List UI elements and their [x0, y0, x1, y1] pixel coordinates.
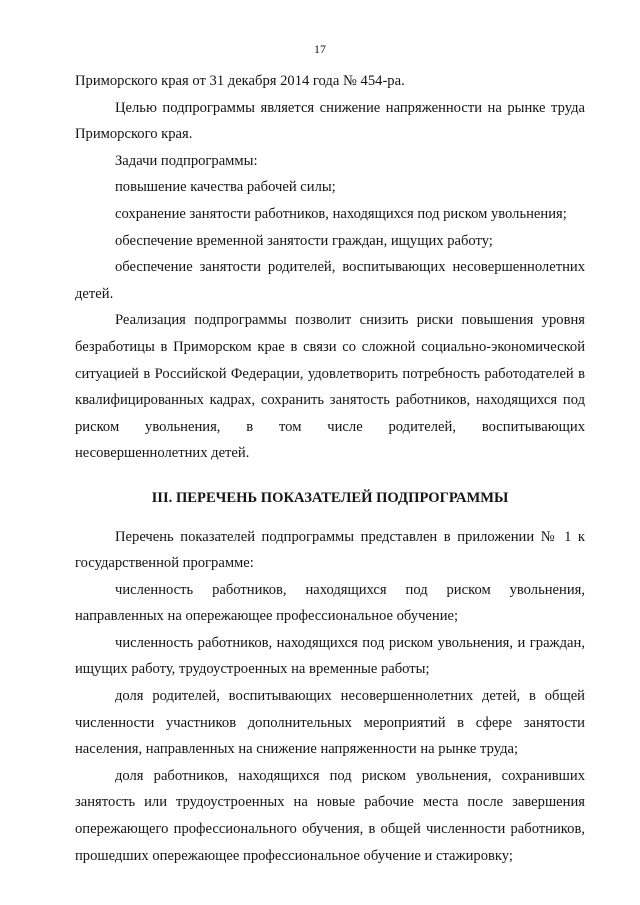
paragraph: Задачи подпрограммы:: [115, 152, 258, 169]
paragraph: обеспечение занятости родителей, воспитывающих несовершеннолетних детей.: [75, 259, 585, 302]
paragraph: численность работников, находящихся под риском увольнения, и граждан, ищущих работу, трудоустроенных на временные работы;: [75, 634, 585, 678]
paragraph: численность работников, находящихся под риском увольнения, направленных на опережающее профессиональное обучение;: [75, 581, 585, 625]
paragraph: Перечень показателей подпрограммы представлен в приложении № 1 к государственной программе:: [75, 528, 585, 572]
section-heading: III. ПЕРЕЧЕНЬ ПОКАЗАТЕЛЕЙ ПОДПРОГРАММЫ: [151, 489, 509, 506]
paragraph: доля работников, находящихся под риском увольнения, сохранивших занятость или трудоустроенных на новые рабочие места после завершения опережающего профессионального обучения, в общей численности работников, прошедших опережающее профессиональное обучение и стажировку;: [75, 767, 585, 864]
paragraph: Приморского края от 31 декабря 2014 года № 454-ра.: [75, 73, 405, 89]
paragraph: Реализация подпрограммы позволит снизить риски повышения уровня безработицы в Приморском крае в связи со сложной социально-экономической ситуацией в Российской Федерации, удовлетворить потребность работодателей в квалифицированных кадрах, сохранить занятость работников, находящихся под риском увольнения, в том числе родителей, воспитывающих несовершеннолетних детей.: [75, 312, 585, 462]
page-number: 17: [314, 42, 326, 56]
paragraph: обеспечение временной занятости граждан, ищущих работу;: [115, 232, 493, 249]
paragraph: Целью подпрограммы является снижение напряженности на рынке труда Приморского края.: [75, 99, 585, 143]
paragraph: доля родителей, воспитывающих несовершеннолетних детей, в общей численности участников дополнительных мероприятий в сфере занятости населения, направленных на снижение напряженности на рынке труда;: [75, 688, 585, 758]
document-body: [75, 68, 585, 869]
paragraph: сохранение занятости работников, находящихся под риском увольнения;: [115, 205, 567, 222]
paragraph: повышение качества рабочей силы;: [115, 179, 336, 196]
